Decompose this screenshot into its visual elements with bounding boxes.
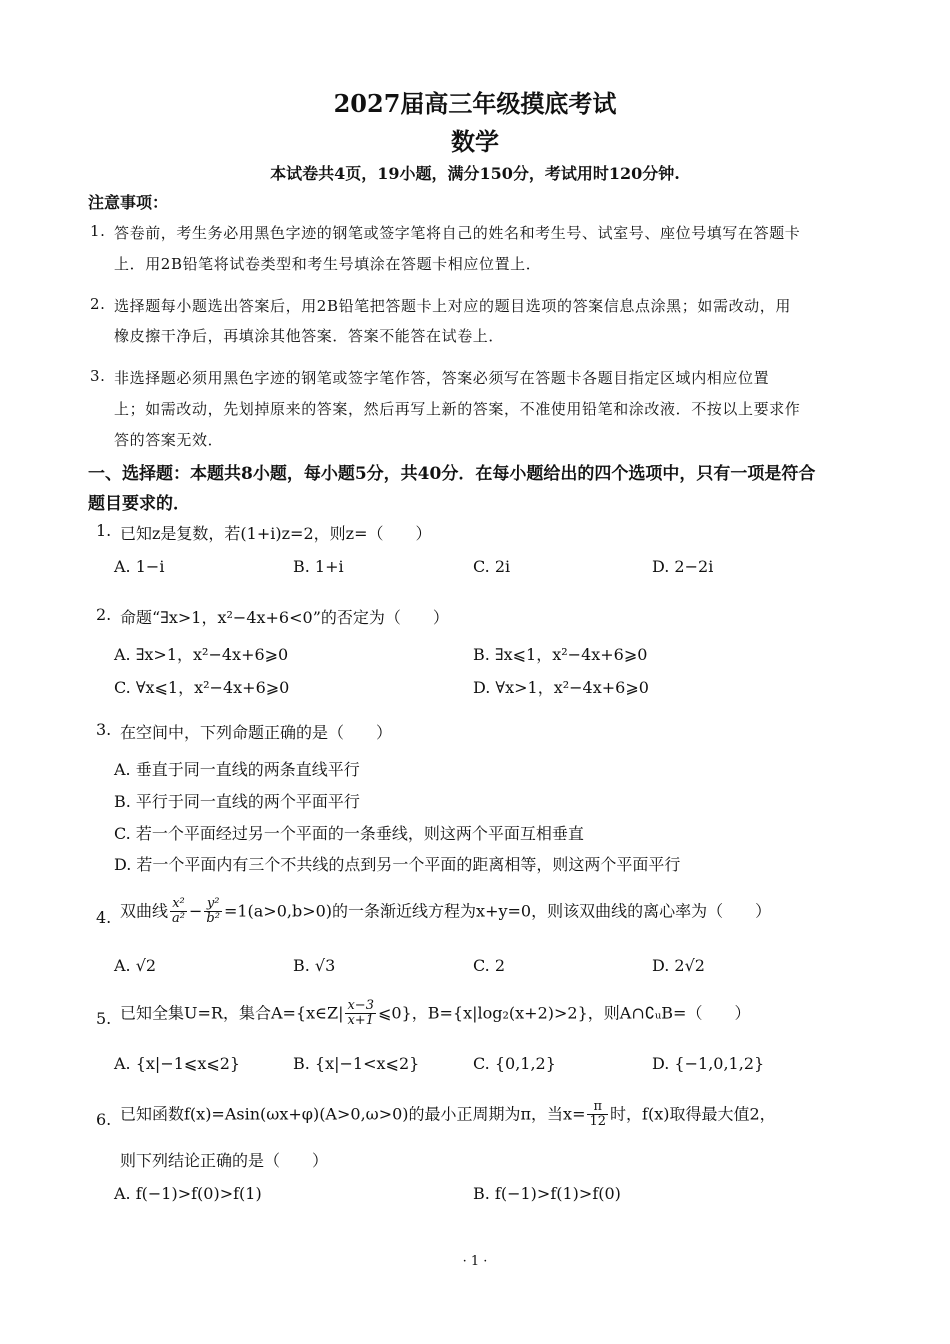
note-text: 非选择题必须用黑色字迹的钢笔或签字笔作答，答案必须写在答题卡各题目指定区域内相应位置 (114, 369, 770, 387)
exam-subject: 数学 (451, 127, 499, 156)
question-number: 1. (96, 521, 112, 540)
option-b: B. 平行于同一直线的两个平面平行 (114, 792, 360, 811)
option-b: B. √3 (293, 956, 336, 975)
option-d: D. 若一个平面内有三个不共线的点到另一个平面的距离相等，则这两个平面平行 (114, 855, 681, 874)
question-number: 5. (96, 1009, 112, 1028)
option-a: A. f(−1)>f(0)>f(1) (114, 1184, 262, 1203)
page-number: · 1 · (462, 1254, 488, 1269)
question-stem: 命题“∃x>1，x²−4x+6<0”的否定为（ ） (120, 608, 449, 627)
option-b: B. f(−1)>f(1)>f(0) (473, 1184, 621, 1203)
option-d: D. {−1,0,1,2} (652, 1054, 765, 1073)
option-d: D. ∀x>1，x²−4x+6⩾0 (473, 678, 649, 697)
note-number: 1. (90, 222, 106, 240)
note-number: 3. (90, 367, 106, 385)
option-c: C. 若一个平面经过另一个平面的一条垂线，则这两个平面互相垂直 (114, 824, 584, 843)
exam-title: 2027届高三年级摸底考试 (333, 89, 617, 118)
stem-text: 已知全集U=R，集合A={x∈Z| (120, 1003, 344, 1023)
fraction-numerator: π (587, 1100, 608, 1115)
option-a: A. 1−i (114, 557, 165, 576)
fraction-denominator: a² (172, 911, 185, 927)
minus-sign: − (188, 901, 203, 921)
stem-text: 时，f(x)取得最大值2， (610, 1104, 776, 1124)
question-stem-cont: 则下列结论正确的是（ ） (120, 1151, 329, 1170)
note-text: 答的答案无效． (114, 431, 224, 449)
section-heading-cont: 题目要求的． (88, 494, 190, 514)
fraction-numerator: y² (204, 897, 222, 912)
option-c: C. ∀x⩽1，x²−4x+6⩾0 (114, 678, 290, 697)
note-number: 2. (90, 295, 106, 313)
question-stem (120, 897, 771, 927)
fraction-denominator: b² (206, 911, 220, 927)
question-stem: 已知z是复数，若(1+i)z=2，则z=（ ） (120, 524, 432, 543)
option-d: D. 2−2i (652, 557, 714, 576)
option-b: B. 1+i (293, 557, 344, 576)
option-d: D. 2√2 (652, 956, 705, 975)
fraction-x-over-a (170, 897, 187, 927)
note-text: 选择题每小题选出答案后，用2B铅笔把答题卡上对应的题目选项的答案信息点涂黑；如需改动，用 (114, 297, 791, 315)
fraction-denominator: x+1 (347, 1013, 374, 1029)
stem-text: 已知函数f(x)=Asin(ωx+φ)(A>0,ω>0)的最小正周期为π，当x= (120, 1104, 586, 1124)
note-text: 橡皮擦干净后，再填涂其他答案．答案不能答在试卷上． (114, 327, 505, 345)
fraction-numerator: x² (170, 897, 187, 912)
question-stem: 在空间中，下列命题正确的是（ ） (120, 723, 393, 742)
exam-intro: 本试卷共4页，19小题，满分150分，考试用时120分钟. (270, 164, 680, 183)
option-c: C. {0,1,2} (473, 1054, 556, 1073)
option-a: A. ∃x>1，x²−4x+6⩾0 (114, 645, 289, 664)
option-a: A. {x|−1⩽x⩽2} (114, 1054, 241, 1073)
section-heading: 一、选择题：本题共8小题，每小题5分，共40分．在每小题给出的四个选项中，只有一项是符合 (88, 464, 816, 484)
stem-text: 双曲线 (120, 901, 169, 921)
question-stem (120, 1100, 776, 1130)
note-text: 答卷前，考生务必用黑色字迹的钢笔或签字笔将自己的姓名和考生号、试室号、座位号填写在答题卡 (114, 224, 801, 242)
question-number: 4. (96, 908, 112, 927)
question-number: 2. (96, 605, 112, 624)
notes-heading: 注意事项： (88, 193, 169, 212)
question-stem (120, 999, 750, 1029)
fraction-pi-over-12 (587, 1100, 608, 1130)
fraction-numerator: x−3 (347, 998, 374, 1013)
fraction-denominator: 12 (589, 1114, 607, 1130)
option-c: C. 2 (473, 956, 506, 975)
option-b: B. ∃x⩽1，x²−4x+6⩾0 (473, 645, 648, 664)
stem-text: ⩽0}，B={x|log₂(x+2)>2}，则A∩∁ᵤB=（ ） (377, 1003, 751, 1023)
question-number: 6. (96, 1110, 112, 1129)
question-number: 3. (96, 720, 112, 739)
note-text: 上．用2B铅笔将试卷类型和考生号填涂在答题卡相应位置上． (114, 255, 542, 273)
stem-text: =1(a>0,b>0)的一条渐近线方程为x+y=0，则该双曲线的离心率为（ ） (223, 901, 772, 921)
option-a: A. 垂直于同一直线的两条直线平行 (114, 760, 360, 779)
fraction-y-over-b (204, 897, 222, 927)
note-text: 上；如需改动，先划掉原来的答案，然后再写上新的答案，不准使用铅笔和涂改液．不按以上要求作 (114, 400, 801, 418)
fraction-set-condition (345, 999, 376, 1029)
option-c: C. 2i (473, 557, 511, 576)
option-b: B. {x|−1<x⩽2} (293, 1054, 420, 1073)
option-a: A. √2 (114, 956, 157, 975)
